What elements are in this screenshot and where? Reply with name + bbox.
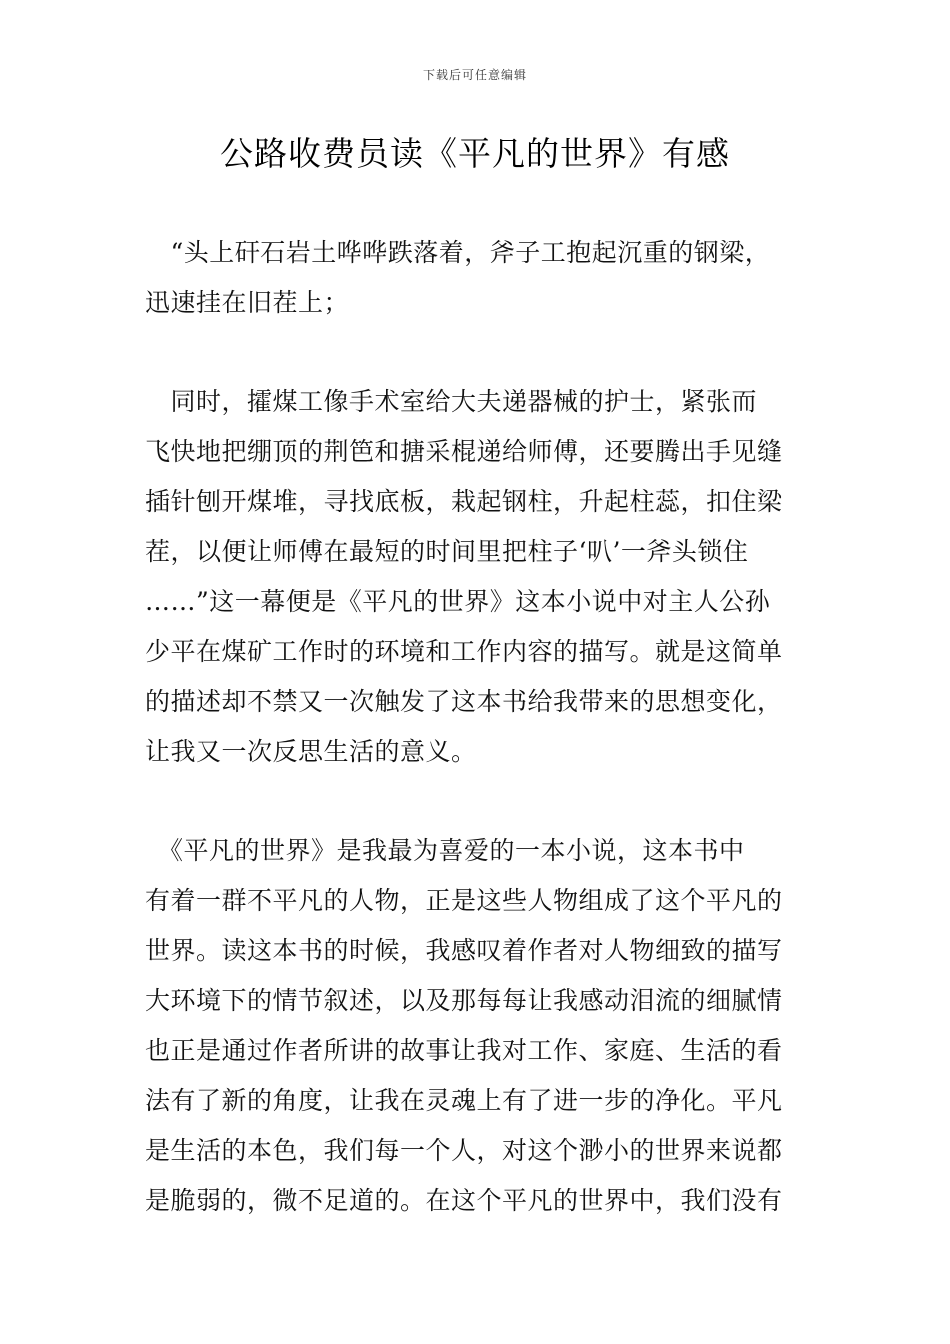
paragraph-line: 是脆弱的，微不足道的。在这个平凡的世界中，我们没有 bbox=[145, 1186, 783, 1215]
paragraph-2 bbox=[145, 377, 825, 777]
paragraph-line: 的描述却不禁又一次触发了这本书给我带来的思想变化， bbox=[145, 687, 783, 716]
paragraph-line: 法有了新的角度，让我在灵魂上有了进一步的净化。平凡 bbox=[145, 1086, 783, 1115]
paragraph-line: 有着一群不平凡的人物，正是这些人物组成了这个平凡的 bbox=[145, 886, 783, 915]
paragraph-line: 是生活的本色，我们每一个人，对这个渺小的世界来说都 bbox=[145, 1136, 783, 1165]
paragraph-line: 让我又一次反思生活的意义。 bbox=[145, 737, 477, 766]
paragraph-line: 迅速挂在旧茬上； bbox=[145, 288, 350, 317]
paragraph-line: 茬，以便让师傅在最短的时间里把柱子‘叭’一斧头锁住 bbox=[145, 537, 749, 566]
paragraph-line: 《平凡的世界》是我最为喜爱的一本小说，这本书中 bbox=[145, 836, 745, 865]
paragraph-3 bbox=[145, 826, 825, 1226]
paragraph-line: 飞快地把绷顶的荆笆和搪采棍递给师傅，还要腾出手见缝 bbox=[145, 437, 783, 466]
paragraph-line: 大环境下的情节叙述，以及那每每让我感动泪流的细腻情 bbox=[145, 986, 783, 1015]
paragraph-line: 同时，攉煤工像手术室给大夫递器械的护士，紧张而 bbox=[145, 387, 758, 416]
paragraph-gap bbox=[145, 777, 825, 826]
paragraph-line: 插针刨开煤堆，寻找底板，栽起钢柱，升起柱蕊，扣住梁 bbox=[145, 487, 783, 516]
header-note: 下载后可任意编辑 bbox=[422, 68, 527, 82]
paragraph-line: 少平在煤矿工作时的环境和工作内容的描写。就是这简单 bbox=[145, 637, 783, 666]
paragraph-line: “头上矸石岩土哗哗跌落着，斧子工抱起沉重的钢梁， bbox=[145, 238, 771, 267]
paragraph-gap bbox=[145, 328, 825, 377]
paragraph-1 bbox=[145, 228, 825, 328]
document-body bbox=[145, 228, 825, 1226]
paragraph-line: ……”这一幕便是《平凡的世界》这本小说中对主人公孙 bbox=[145, 587, 771, 616]
paragraph-line: 世界。读这本书的时候，我感叹着作者对人物细致的描写 bbox=[145, 936, 783, 965]
paragraph-line: 也正是通过作者所讲的故事让我对工作、家庭、生活的看 bbox=[145, 1036, 783, 1065]
document-title: 公路收费员读《平凡的世界》有感 bbox=[220, 134, 730, 173]
